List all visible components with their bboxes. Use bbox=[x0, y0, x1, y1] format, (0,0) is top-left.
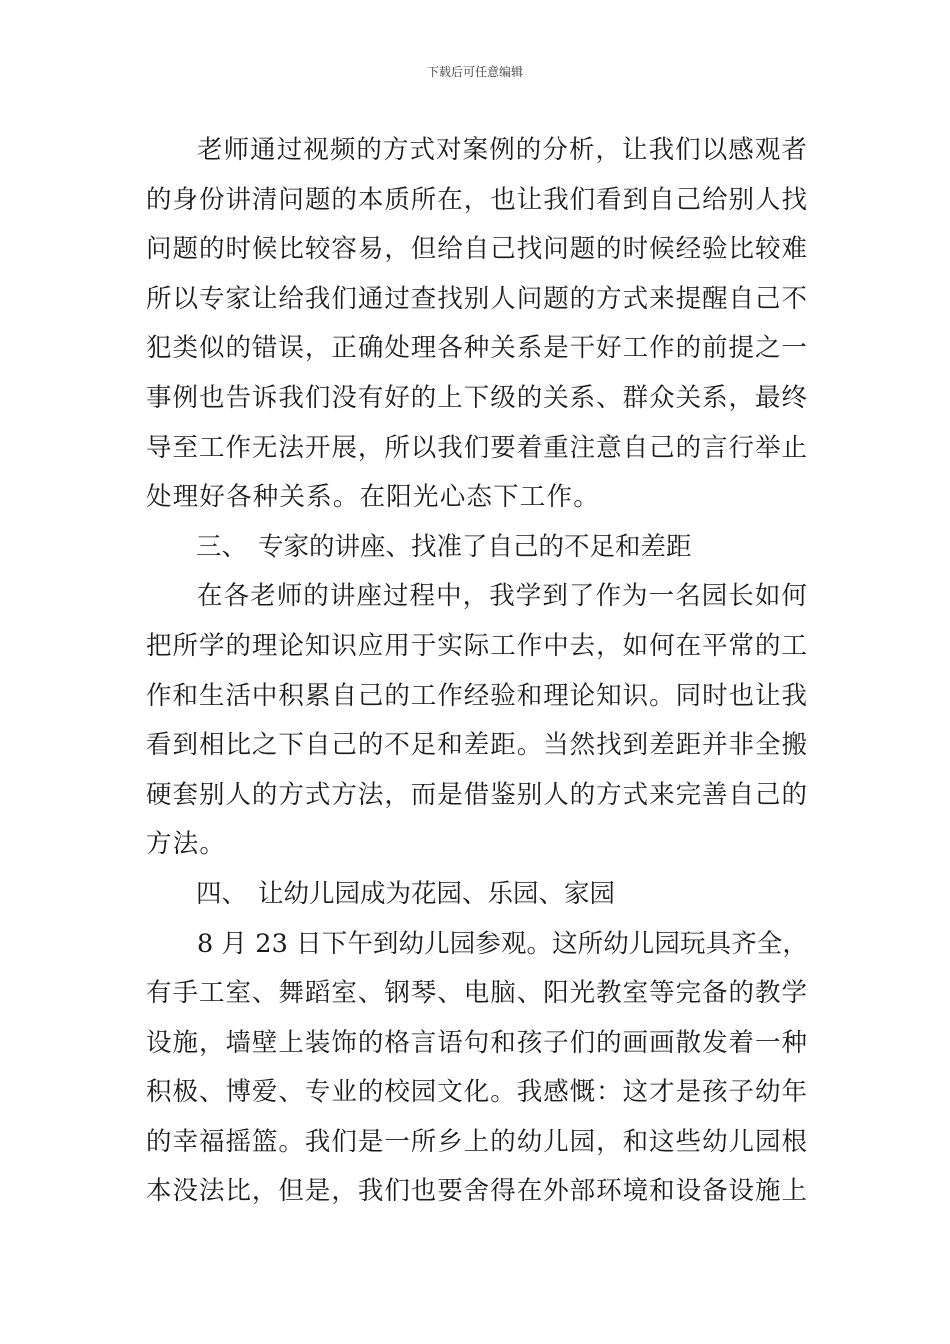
text-line: 在各老师的讲座过程中，我学到了作为一名园长如何 bbox=[197, 581, 808, 612]
text-line: 硬套别人的方式方法，而是借鉴别人的方式来完善自己的 bbox=[146, 779, 808, 810]
text-line: 的幸福摇篮。我们是一所乡上的幼儿园，和这些幼儿园根 bbox=[146, 1126, 808, 1157]
section-title: 专家的讲座、找准了自己的不足和差距 bbox=[258, 531, 692, 562]
text-line: 事例也告诉我们没有好的上下级的关系、群众关系，最终 bbox=[146, 382, 808, 413]
text-line: 看到相比之下自己的不足和差距。当然找到差距并非全搬 bbox=[146, 730, 808, 761]
text-line: 作和生活中积累自己的工作经验和理论知识。同时也让我 bbox=[146, 680, 808, 711]
text-line: 方法。 bbox=[146, 829, 227, 860]
text-line: 有手工室、舞蹈室、钢琴、电脑、阳光教室等完备的教学 bbox=[146, 978, 808, 1009]
section-heading bbox=[146, 870, 808, 920]
text-line: 问题的时候比较容易，但给自己找问题的时候经验比较难 bbox=[146, 234, 808, 265]
section-number: 四、 bbox=[196, 878, 248, 909]
text-line: 所以专家让给我们通过查找别人问题的方式来提醒自己不 bbox=[146, 283, 808, 314]
section-number: 三、 bbox=[196, 531, 248, 562]
document-body bbox=[146, 126, 808, 1217]
text-line: 本没法比，但是，我们也要舍得在外部环境和设备设施上 bbox=[146, 1176, 808, 1207]
text-line: 老师通过视频的方式对案例的分析，让我们以感观者 bbox=[197, 135, 808, 165]
text-line: 处理好各种关系。在阳光心态下工作。 bbox=[146, 482, 600, 513]
text-line: 导至工作无法开展，所以我们要着重注意自己的言行举止 bbox=[146, 432, 808, 463]
text-line: 设施，墙壁上装饰的格言语句和孩子们的画画散发着一种 bbox=[146, 1027, 808, 1058]
text-line: 积极、博爱、专业的校园文化。我感慨：这才是孩子幼年 bbox=[146, 1077, 808, 1108]
text-line: 的身份讲清问题的本质所在，也让我们看到自己给别人找 bbox=[146, 184, 808, 215]
page-header-note: 下载后可任意编辑 bbox=[426, 65, 523, 79]
text-line: 8 月 23 日下午到幼儿园参观。这所幼儿园玩具齐全， bbox=[197, 928, 808, 959]
section-title: 让幼儿园成为花园、乐园、家园 bbox=[258, 878, 616, 909]
section-heading bbox=[146, 523, 808, 573]
text-line: 犯类似的错误，正确处理各种关系是干好工作的前提之一 bbox=[146, 333, 808, 364]
text-line: 把所学的理论知识应用于实际工作中去，如何在平常的工 bbox=[146, 630, 808, 661]
